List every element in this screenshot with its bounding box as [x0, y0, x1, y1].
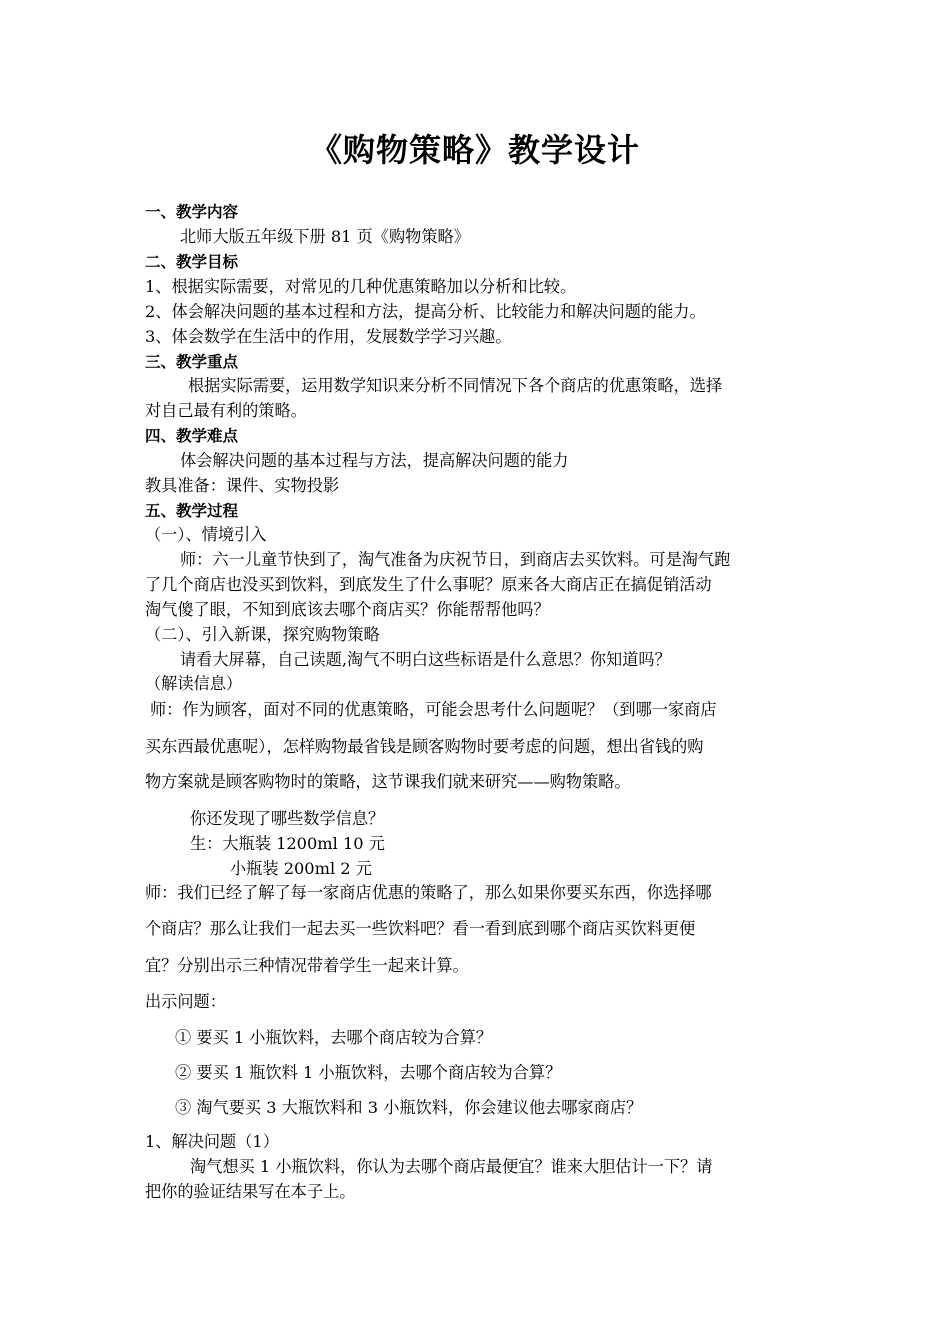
process-part-2-line-4: 买东西最优惠呢），怎样购物最省钱是顾客购物时要考虑的问题，想出省钱的购: [145, 737, 704, 756]
info-big-bottle: 生：大瓶装 1200ml 10 元: [190, 834, 385, 853]
solve-line-1: 淘气想买 1 小瓶饮料，你认为去哪个商店最便宜？谁来大胆估计一下？请: [190, 1157, 713, 1176]
info-small-bottle: 小瓶装 200ml 2 元: [230, 859, 372, 878]
process-part-1-heading: （一）、情境引入: [145, 525, 267, 544]
problem-3: ③ 淘气要买 3 大瓶饮料和 3 小瓶饮料，你会建议他去哪家商店？: [175, 1098, 643, 1117]
document-title: 《购物策略》教学设计: [309, 131, 640, 169]
process-part-2-line-1: 请看大屏幕，自己读题,淘气不明白这些标语是什么意思？你知道吗？: [180, 650, 671, 669]
process-part-1-line-1: 师：六一儿童节快到了，淘气准备为庆祝节日，到商店去买饮料。可是淘气跑: [180, 550, 731, 569]
section-heading-process: 五、教学过程: [145, 502, 239, 520]
teacher-line-1: 师：我们已经了解了每一家商店优惠的策略了，那么如果你要买东西，你选择哪: [145, 883, 712, 902]
process-part-2-heading: （二）、引入新课，探究购物策略: [145, 625, 380, 644]
process-part-1-line-2: 了几个商店也没买到饮料，到底发生了什么事呢？原来各大商店正在搞促销活动: [145, 575, 712, 594]
difficulties-text: 体会解决问题的基本过程与方法，提高解决问题的能力: [180, 451, 569, 470]
section-heading-difficulties: 四、教学难点: [145, 427, 239, 445]
process-part-2-line-5: 物方案就是顾客购物时的策略，这节课我们就来研究——购物策略。: [145, 772, 631, 791]
teaching-tools: 教具准备：课件、实物投影: [145, 476, 340, 495]
content-text: 北师大版五年级下册 81 页《购物策略》: [180, 227, 470, 246]
goal-3: 3、体会数学在生活中的作用，发展数学学习兴趣。: [145, 327, 512, 346]
goal-1: 1、根据实际需要，对常见的几种优惠策略加以分析和比较。: [145, 277, 577, 296]
process-part-2-line-3: 师：作为顾客，面对不同的优惠策略，可能会思考什么问题呢？（到哪一家商店: [150, 700, 717, 719]
solve-line-2: 把你的验证结果写在本子上。: [145, 1182, 356, 1201]
process-part-2-line-2: （解读信息）: [145, 674, 243, 693]
problem-1: ① 要买 1 小瓶饮料，去哪个商店较为合算？: [175, 1028, 493, 1047]
teacher-line-2: 个商店？那么让我们一起去买一些饮料吧？看一看到底到哪个商店买饮料更便: [145, 919, 696, 938]
solve-heading: 1、解决问题（1）: [145, 1132, 279, 1151]
teacher-line-3: 宜？分别出示三种情况带着学生一起来计算。: [145, 956, 469, 975]
section-heading-content: 一、教学内容: [145, 203, 239, 221]
goal-2: 2、体会解决问题的基本过程和方法，提高分析、比较能力和解决问题的能力。: [145, 302, 706, 321]
problem-2: ② 要买 1 瓶饮料 1 小瓶饮料，去哪个商店较为合算？: [175, 1063, 562, 1082]
section-heading-goals: 二、教学目标: [145, 253, 239, 271]
info-question: 你还发现了哪些数学信息？: [190, 809, 385, 828]
process-part-1-line-3: 淘气傻了眼，不知到底该去哪个商店买？你能帮帮他吗？: [145, 600, 550, 619]
section-heading-key-points: 三、教学重点: [145, 353, 239, 371]
show-problems-label: 出示问题：: [145, 992, 226, 1011]
key-points-line-2: 对自己最有利的策略。: [145, 401, 307, 420]
key-points-line-1: 根据实际需要，运用数学知识来分析不同情况下各个商店的优惠策略，选择: [188, 376, 723, 395]
